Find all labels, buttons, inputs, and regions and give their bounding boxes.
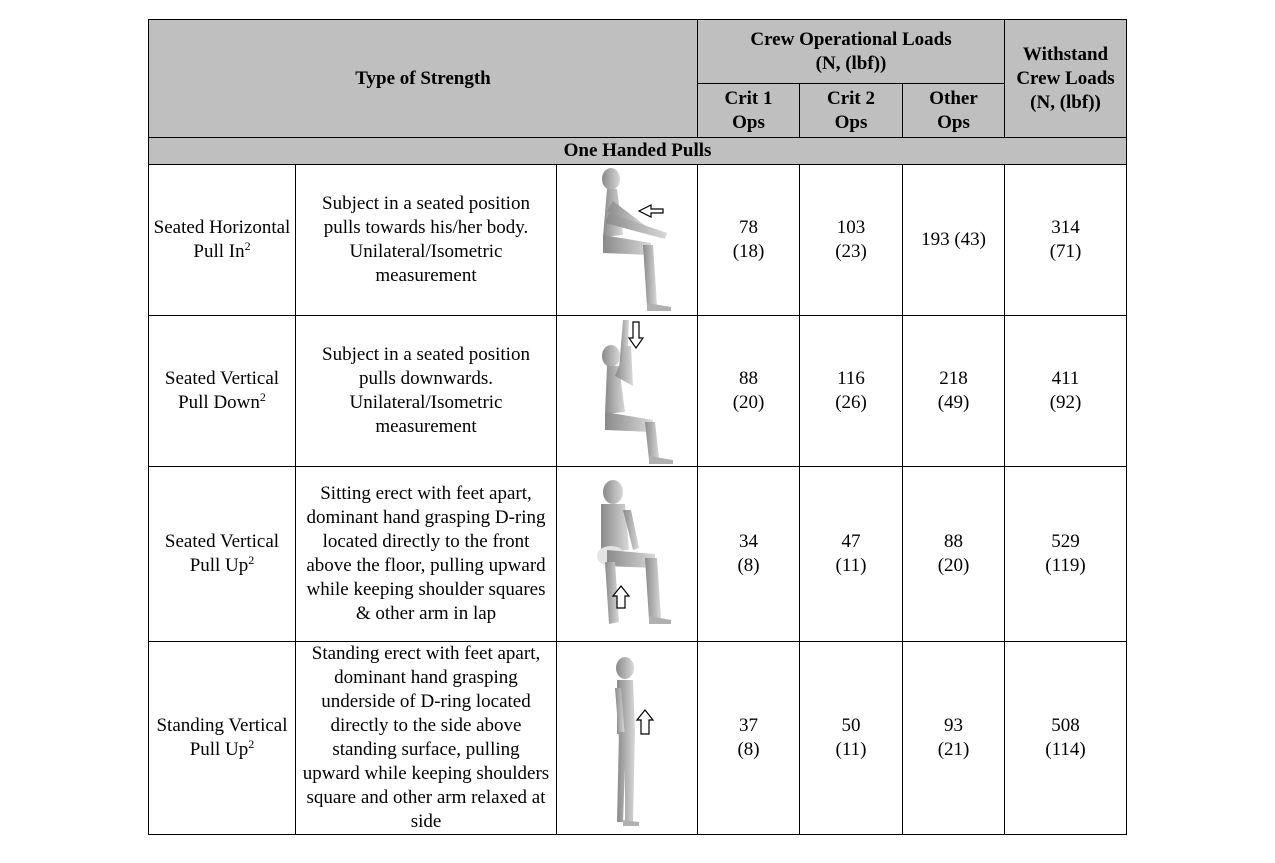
withstand-value-cell	[1005, 642, 1127, 835]
figure-cell	[557, 642, 698, 835]
footnote-marker: 2	[248, 553, 255, 567]
standing-pull-up-figure	[567, 648, 687, 828]
value: 93	[944, 715, 964, 736]
value: 47	[841, 531, 861, 552]
value: 37	[739, 715, 759, 736]
strength-type-name: Seated Vertical Pull Up	[164, 531, 280, 576]
description-cell: Subject in a seated position pulls downwards. Unilateral/Isometric measurement	[296, 316, 557, 467]
withstand-title: Withstand Crew Loads	[1016, 43, 1115, 89]
figure-cell	[557, 165, 698, 316]
value-lbf: (92)	[1049, 392, 1082, 413]
value-lbf: (20)	[732, 392, 765, 413]
footnote-marker: 2	[259, 390, 266, 404]
section-header: One Handed Pulls	[149, 138, 1127, 165]
footnote-marker: 2	[248, 737, 255, 751]
value: 508	[1051, 715, 1080, 736]
strength-type-cell	[149, 467, 296, 642]
value: 193 (43)	[921, 229, 986, 250]
value-lbf: (26)	[835, 392, 867, 413]
crit1-value-cell	[698, 316, 800, 467]
value-lbf: (119)	[1045, 555, 1086, 576]
table-row	[149, 165, 1127, 316]
crit1-value-cell	[698, 642, 800, 835]
description-cell: Subject in a seated position pulls towards his/her body. Unilateral/Isometric measurement	[296, 165, 557, 316]
value-lbf: (21)	[937, 739, 970, 760]
value: 116	[837, 368, 865, 389]
value: 103	[836, 217, 866, 238]
seated-pull-up-figure	[567, 474, 687, 634]
value-lbf: (20)	[937, 555, 970, 576]
strength-type-cell	[149, 642, 296, 835]
crew-operational-loads-title: Crew Operational Loads	[750, 28, 952, 50]
value: 314	[1051, 217, 1080, 238]
crew-operational-loads-units: (N, (lbf))	[815, 52, 887, 74]
strength-type-name: Seated Horizontal Pull In	[153, 217, 291, 262]
strength-type-name: Standing Vertical Pull Up	[156, 715, 288, 760]
withstand-value-cell	[1005, 316, 1127, 467]
crew-operational-loads-header	[698, 20, 1005, 84]
value: 50	[841, 715, 861, 736]
strength-type-name: Seated Vertical Pull Down	[164, 368, 280, 413]
value: 411	[1051, 368, 1080, 389]
type-of-strength-header: Type of Strength	[149, 20, 698, 138]
table-row	[149, 642, 1127, 835]
crit1-value-cell	[698, 467, 800, 642]
crit2-value-cell	[800, 165, 903, 316]
value-lbf: (114)	[1045, 739, 1086, 760]
value: 34	[739, 531, 759, 552]
strength-type-cell	[149, 165, 296, 316]
withstand-units: (N, (lbf))	[1030, 91, 1101, 113]
strength-table	[148, 19, 1127, 835]
seated-pull-in-figure	[567, 165, 687, 315]
withstand-value-cell	[1005, 467, 1127, 642]
other-value-cell	[903, 316, 1005, 467]
value: 88	[944, 531, 964, 552]
figure-cell	[557, 467, 698, 642]
value-lbf: (11)	[835, 739, 867, 760]
value-lbf: (8)	[737, 739, 760, 760]
withstand-value-cell	[1005, 165, 1127, 316]
withstand-crew-loads-header	[1005, 20, 1127, 138]
crit1-value-cell	[698, 165, 800, 316]
other-value-cell	[903, 642, 1005, 835]
value: 88	[739, 368, 759, 389]
value: 218	[939, 368, 968, 389]
seated-pull-down-figure	[567, 316, 687, 466]
crit2-value-cell	[800, 467, 903, 642]
description-cell: Sitting erect with feet apart, dominant hand grasping D-ring located directly to the front above the floor, pulling upward while keeping shoulder squares & other arm in lap	[296, 467, 557, 642]
value-lbf: (18)	[732, 241, 765, 262]
table-row	[149, 467, 1127, 642]
crit2-ops-header: Crit 2 Ops	[800, 84, 903, 138]
other-value-cell	[903, 165, 1005, 316]
value-lbf: (11)	[835, 555, 867, 576]
value: 78	[739, 217, 759, 238]
value-lbf: (49)	[937, 392, 970, 413]
crit2-value-cell	[800, 642, 903, 835]
value-lbf: (71)	[1049, 241, 1082, 262]
value-lbf: (23)	[835, 241, 867, 262]
table-row	[149, 316, 1127, 467]
other-value-cell	[903, 467, 1005, 642]
crit2-value-cell	[800, 316, 903, 467]
strength-type-cell	[149, 316, 296, 467]
figure-cell	[557, 316, 698, 467]
footnote-marker: 2	[244, 239, 251, 253]
crit1-ops-header: Crit 1 Ops	[698, 84, 800, 138]
description-cell: Standing erect with feet apart, dominant hand grasping underside of D-ring located directly to the side above standing surface, pulling upward while keeping shoulders square and other arm relaxed at side	[296, 642, 557, 835]
other-ops-header: Other Ops	[903, 84, 1005, 138]
value-lbf: (8)	[737, 555, 760, 576]
value: 529	[1051, 531, 1080, 552]
